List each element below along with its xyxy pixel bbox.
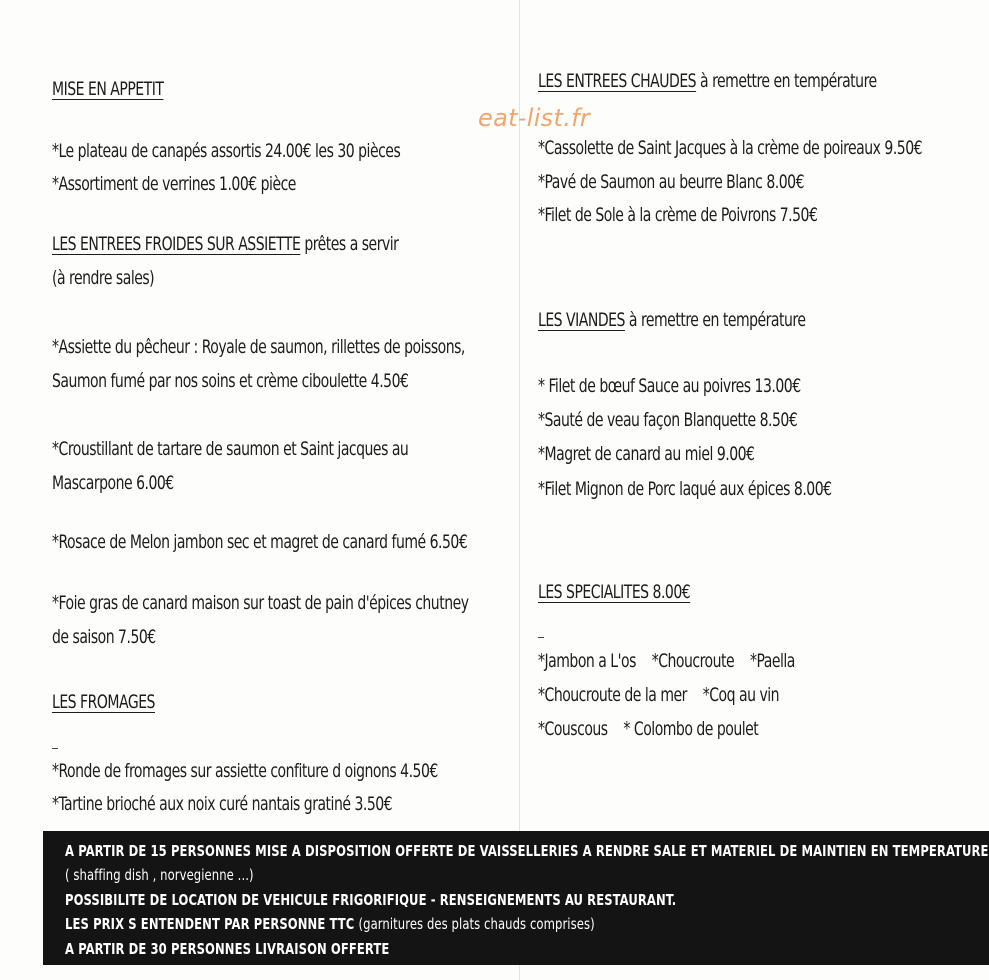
list-item: Saumon fumé par nos soins et crème ciboulette 4.50€: [52, 370, 409, 392]
banner-line: [65, 866, 254, 884]
banner-line: [65, 915, 595, 933]
banner-line-note: ( shaffing dish , norvegienne ...): [65, 866, 254, 884]
list-item: *Cassolette de Saint Jacques à la crème de poireaux 9.50€: [538, 137, 923, 159]
list-item: *Rosace de Melon jambon sec et magret de canard fumé 6.50€: [52, 531, 468, 553]
section-subtitle: prêtes a servir: [300, 233, 399, 255]
section-title-fromages: LES FROMAGES: [52, 691, 155, 713]
section-title-entrees-froides: LES ENTREES FROIDES SUR ASSIETTE: [52, 233, 301, 255]
list-item: *Croustillant de tartare de saumon et Saint jacques au: [52, 438, 409, 460]
list-item: *Choucroute de la mer *Coq au vin: [538, 684, 780, 706]
section-title-entrees-chaudes: LES ENTREES CHAUDES: [538, 70, 697, 92]
section-title-mise-en-appetit: MISE EN APPETIT: [52, 78, 164, 100]
list-item: *Magret de canard au miel 9.00€: [538, 443, 755, 465]
section-subtitle: à remettre en température: [696, 70, 877, 92]
list-item: Mascarpone 6.00€: [52, 472, 174, 494]
list-item: *Le plateau de canapés assortis 24.00€ les 30 pièces: [52, 140, 401, 162]
info-banner: [43, 831, 989, 965]
banner-line-note: (garnitures des plats chauds comprises): [358, 915, 595, 933]
banner-line: A PARTIR DE 30 PERSONNES LIVRAISON OFFERTE: [65, 940, 390, 958]
banner-line-main: LES PRIX S ENTENDENT PAR PERSONNE TTC: [65, 915, 359, 933]
section-title-specialites: LES SPECIALITES 8.00€: [538, 581, 691, 603]
list-item: *Filet Mignon de Porc laqué aux épices 8.00€: [538, 478, 832, 500]
section-title-viandes: LES VIANDES: [538, 309, 625, 331]
list-item: *Sauté de veau façon Blanquette 8.50€: [538, 409, 798, 431]
section-subtitle: à remettre en température: [624, 309, 806, 331]
list-item: *Filet de Sole à la crème de Poivrons 7.50€: [538, 204, 818, 226]
section-heading-entrees-froides: [52, 233, 398, 255]
section-note: (à rendre sales): [52, 267, 155, 289]
list-item: * Filet de bœuf Sauce au poivres 13.00€: [538, 375, 801, 397]
list-item: *Ronde de fromages sur assiette confiture d oignons 4.50€: [52, 760, 438, 782]
list-item: *Assortiment de verrines 1.00€ pièce: [52, 173, 296, 195]
list-item: *Tartine brioché aux noix curé nantais gratiné 3.50€: [52, 793, 393, 815]
banner-line: A PARTIR DE 15 PERSONNES MISE A DISPOSITION OFFERTE DE VAISSELLERIES A RENDRE SALE ET MATERIEL DE MAINTIEN EN TEMPERATURE: [65, 842, 989, 860]
list-item: *Assiette du pêcheur : Royale de saumon, rillettes de poissons,: [52, 336, 465, 358]
list-item: de saison 7.50€: [52, 626, 156, 648]
banner-line: POSSIBILITE DE LOCATION DE VEHICULE FRIGORIFIQUE - RENSEIGNEMENTS AU RESTAURANT.: [65, 891, 677, 909]
divider: [52, 748, 58, 749]
divider: [538, 637, 544, 638]
list-item: *Pavé de Saumon au beurre Blanc 8.00€: [538, 171, 805, 193]
list-item: *Jambon a L'os *Choucroute *Paella: [538, 650, 795, 672]
list-item: *Couscous * Colombo de poulet: [538, 718, 759, 740]
list-item: *Foie gras de canard maison sur toast de pain d'épices chutney: [52, 592, 469, 614]
section-heading-viandes: [538, 309, 805, 331]
section-heading-entrees-chaudes: [538, 70, 877, 92]
watermark: eat-list.fr: [478, 104, 591, 132]
